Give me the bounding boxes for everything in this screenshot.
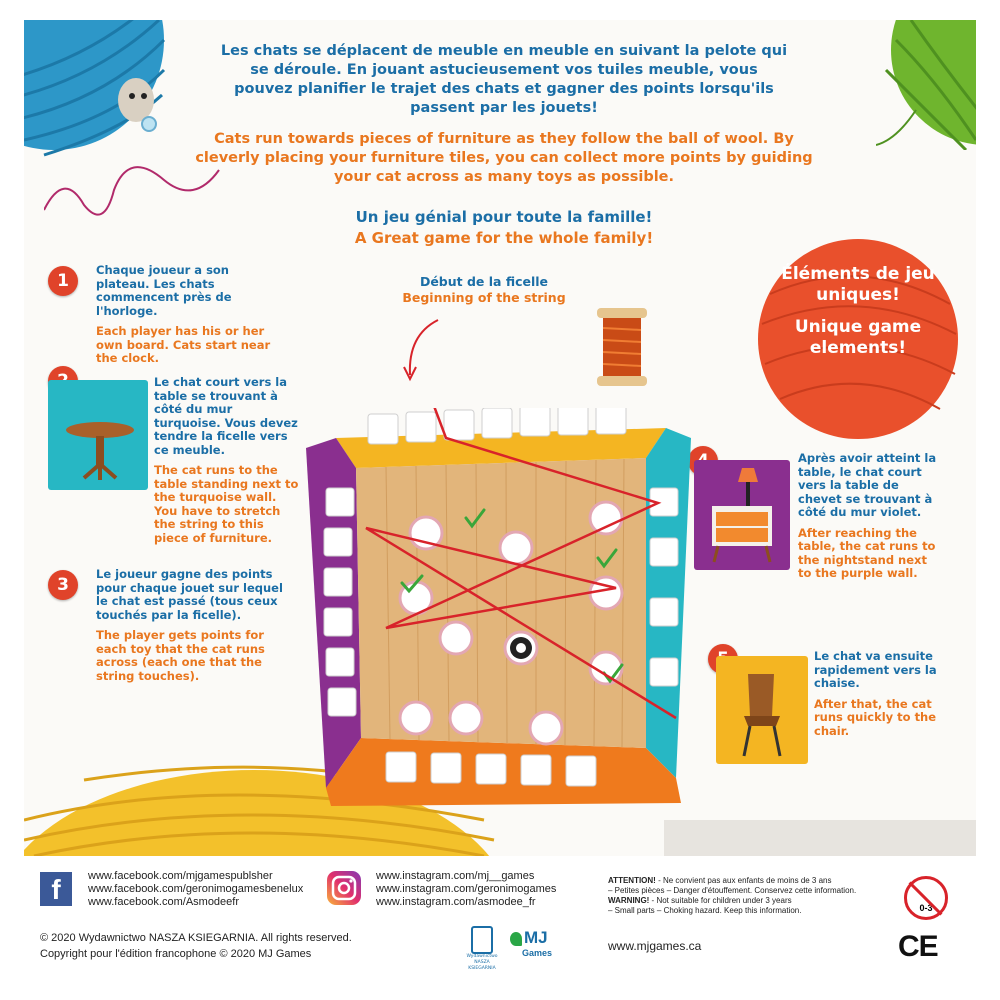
instagram-links [376, 870, 556, 909]
step-1-text [96, 264, 276, 373]
step-5-text [814, 650, 944, 745]
step-3-number: 3 [48, 570, 78, 600]
instagram-icon [326, 870, 362, 906]
step-2-text [154, 376, 299, 552]
mj-logo-line1: MJ [524, 928, 548, 947]
box-back-panel [24, 20, 976, 856]
yellow-chair-tile [716, 656, 808, 764]
age-warning-icon [904, 876, 948, 920]
step-4-text-en: After reaching the table, the cat runs to the nightstand next to the purple wall. [798, 525, 936, 580]
ce-mark: CE [898, 930, 938, 963]
step-4-text [798, 452, 944, 588]
game-board-illustration [306, 408, 696, 808]
turquoise-table-tile [48, 380, 148, 490]
unique-elements-badge [750, 234, 966, 444]
purple-nightstand-tile [694, 460, 790, 570]
website-link[interactable]: www.mjgames.ca [608, 939, 702, 953]
warning-en-label: WARNING! [608, 896, 650, 905]
curved-arrow-icon [398, 315, 458, 385]
mj-logo-line2: Games [522, 948, 553, 958]
footer [0, 856, 1000, 1000]
step-5-text-en: After that, the cat runs quickly to the chair. [814, 696, 937, 738]
blue-yarn-ball-illustration [24, 20, 174, 170]
step-3-text [96, 568, 288, 690]
instagram-link[interactable]: www.instagram.com/asmodee_fr [376, 896, 536, 908]
tagline-en: A Great game for the whole family! [354, 229, 654, 247]
step-1-text-en: Each player has his or her own board. Cats start near the clock. [96, 324, 271, 365]
instagram-link[interactable]: www.instagram.com/mj__games [376, 870, 535, 882]
facebook-link[interactable]: www.facebook.com/Asmodeefr [88, 896, 240, 908]
step-5-text-fr: Le chat va ensuite rapidement vers la chaise. [814, 649, 937, 690]
publisher-logo-text: Wydawnictwo NASZA KSIEGARNIA [466, 954, 498, 971]
warning-en-text: - Not suitable for children under 3 years [649, 896, 792, 905]
green-yarn-ball-illustration [876, 20, 976, 150]
tagline-fr: Un jeu génial pour toute la famille! [355, 208, 653, 226]
nasza-ksiegarnia-logo [462, 926, 502, 970]
step-1-number: 1 [48, 266, 78, 296]
age-warning-label: 0-3 [919, 903, 933, 913]
facebook-link[interactable]: www.facebook.com/mjgamespublsher [88, 870, 273, 882]
badge-text-fr: Éléments de jeu uniques! [781, 264, 935, 305]
badge-text-en: Unique game elements! [794, 317, 922, 358]
instagram-link[interactable]: www.instagram.com/geronimogames [376, 883, 557, 895]
step-3-text-en: The player gets points for each toy that the cat runs across (each one that the string touches). [96, 628, 265, 683]
warning-fr-text: - Ne convient pas aux enfants de moins de 3 ans [655, 876, 832, 885]
copyright-fr: Copyright pour l'édition francophone © 2020 MJ Games [40, 948, 312, 960]
thread-spool-illustration [589, 300, 659, 395]
mj-games-logo [510, 928, 556, 968]
string-start-label-en: Beginning of the string [402, 290, 566, 305]
intro-text-fr: Les chats se déplacent de meuble en meuble en suivant la pelote qui se déroule. En jouant astucieusement vos tuiles meuble, vous pouvez planifier le trajet des chats et gagner des points lorsqu'ils passent par les jouets! [220, 43, 788, 116]
warning-en-text-2: – Small parts – Choking hazard. Keep this information. [608, 906, 802, 915]
step-2-text-en: The cat runs to the table standing next to the turquoise wall. You have to stretch the string to this piece of furniture. [154, 463, 299, 545]
nightstand-icon [694, 460, 790, 570]
step-1-text-fr: Chaque joueur a son plateau. Les chats commencent près de l'horloge. [96, 263, 232, 318]
facebook-icon: f [40, 872, 72, 906]
string-start-label-fr: Début de la ficelle [419, 274, 549, 289]
step-3-text-fr: Le joueur gagne des points pour chaque jouet sur lequel le chat est passé (tous ceux touchés par la ficelle). [96, 567, 283, 622]
facebook-link[interactable]: www.facebook.com/geronimogamesbenelux [88, 883, 304, 895]
facebook-links [88, 870, 303, 909]
intro-text-en: Cats run towards pieces of furniture as they follow the ball of wool. By cleverly placing your furniture tiles, you can collect more points by guiding your cat across as many toys as possible. [195, 131, 813, 185]
table-icon [48, 380, 148, 490]
copyright: © 2020 Wydawnictwo NASZA KSIEGARNIA. All rights reserved. [40, 932, 352, 944]
step-2-text-fr: Le chat court vers la table se trouvant à côté du mur turquoise. Vous devez tendre la ficelle vers ce meuble. [154, 375, 298, 457]
safety-warnings [608, 876, 898, 916]
warning-fr-text-2: – Petites pièces – Danger d'étouffement. Conservez cette information. [608, 886, 857, 895]
chair-icon [716, 656, 808, 764]
step-4-text-fr: Après avoir atteint la table, le chat court vers la table de chevet se trouvant à côté du mur violet. [798, 451, 937, 519]
warning-fr-label: ATTENTION! [608, 876, 656, 885]
